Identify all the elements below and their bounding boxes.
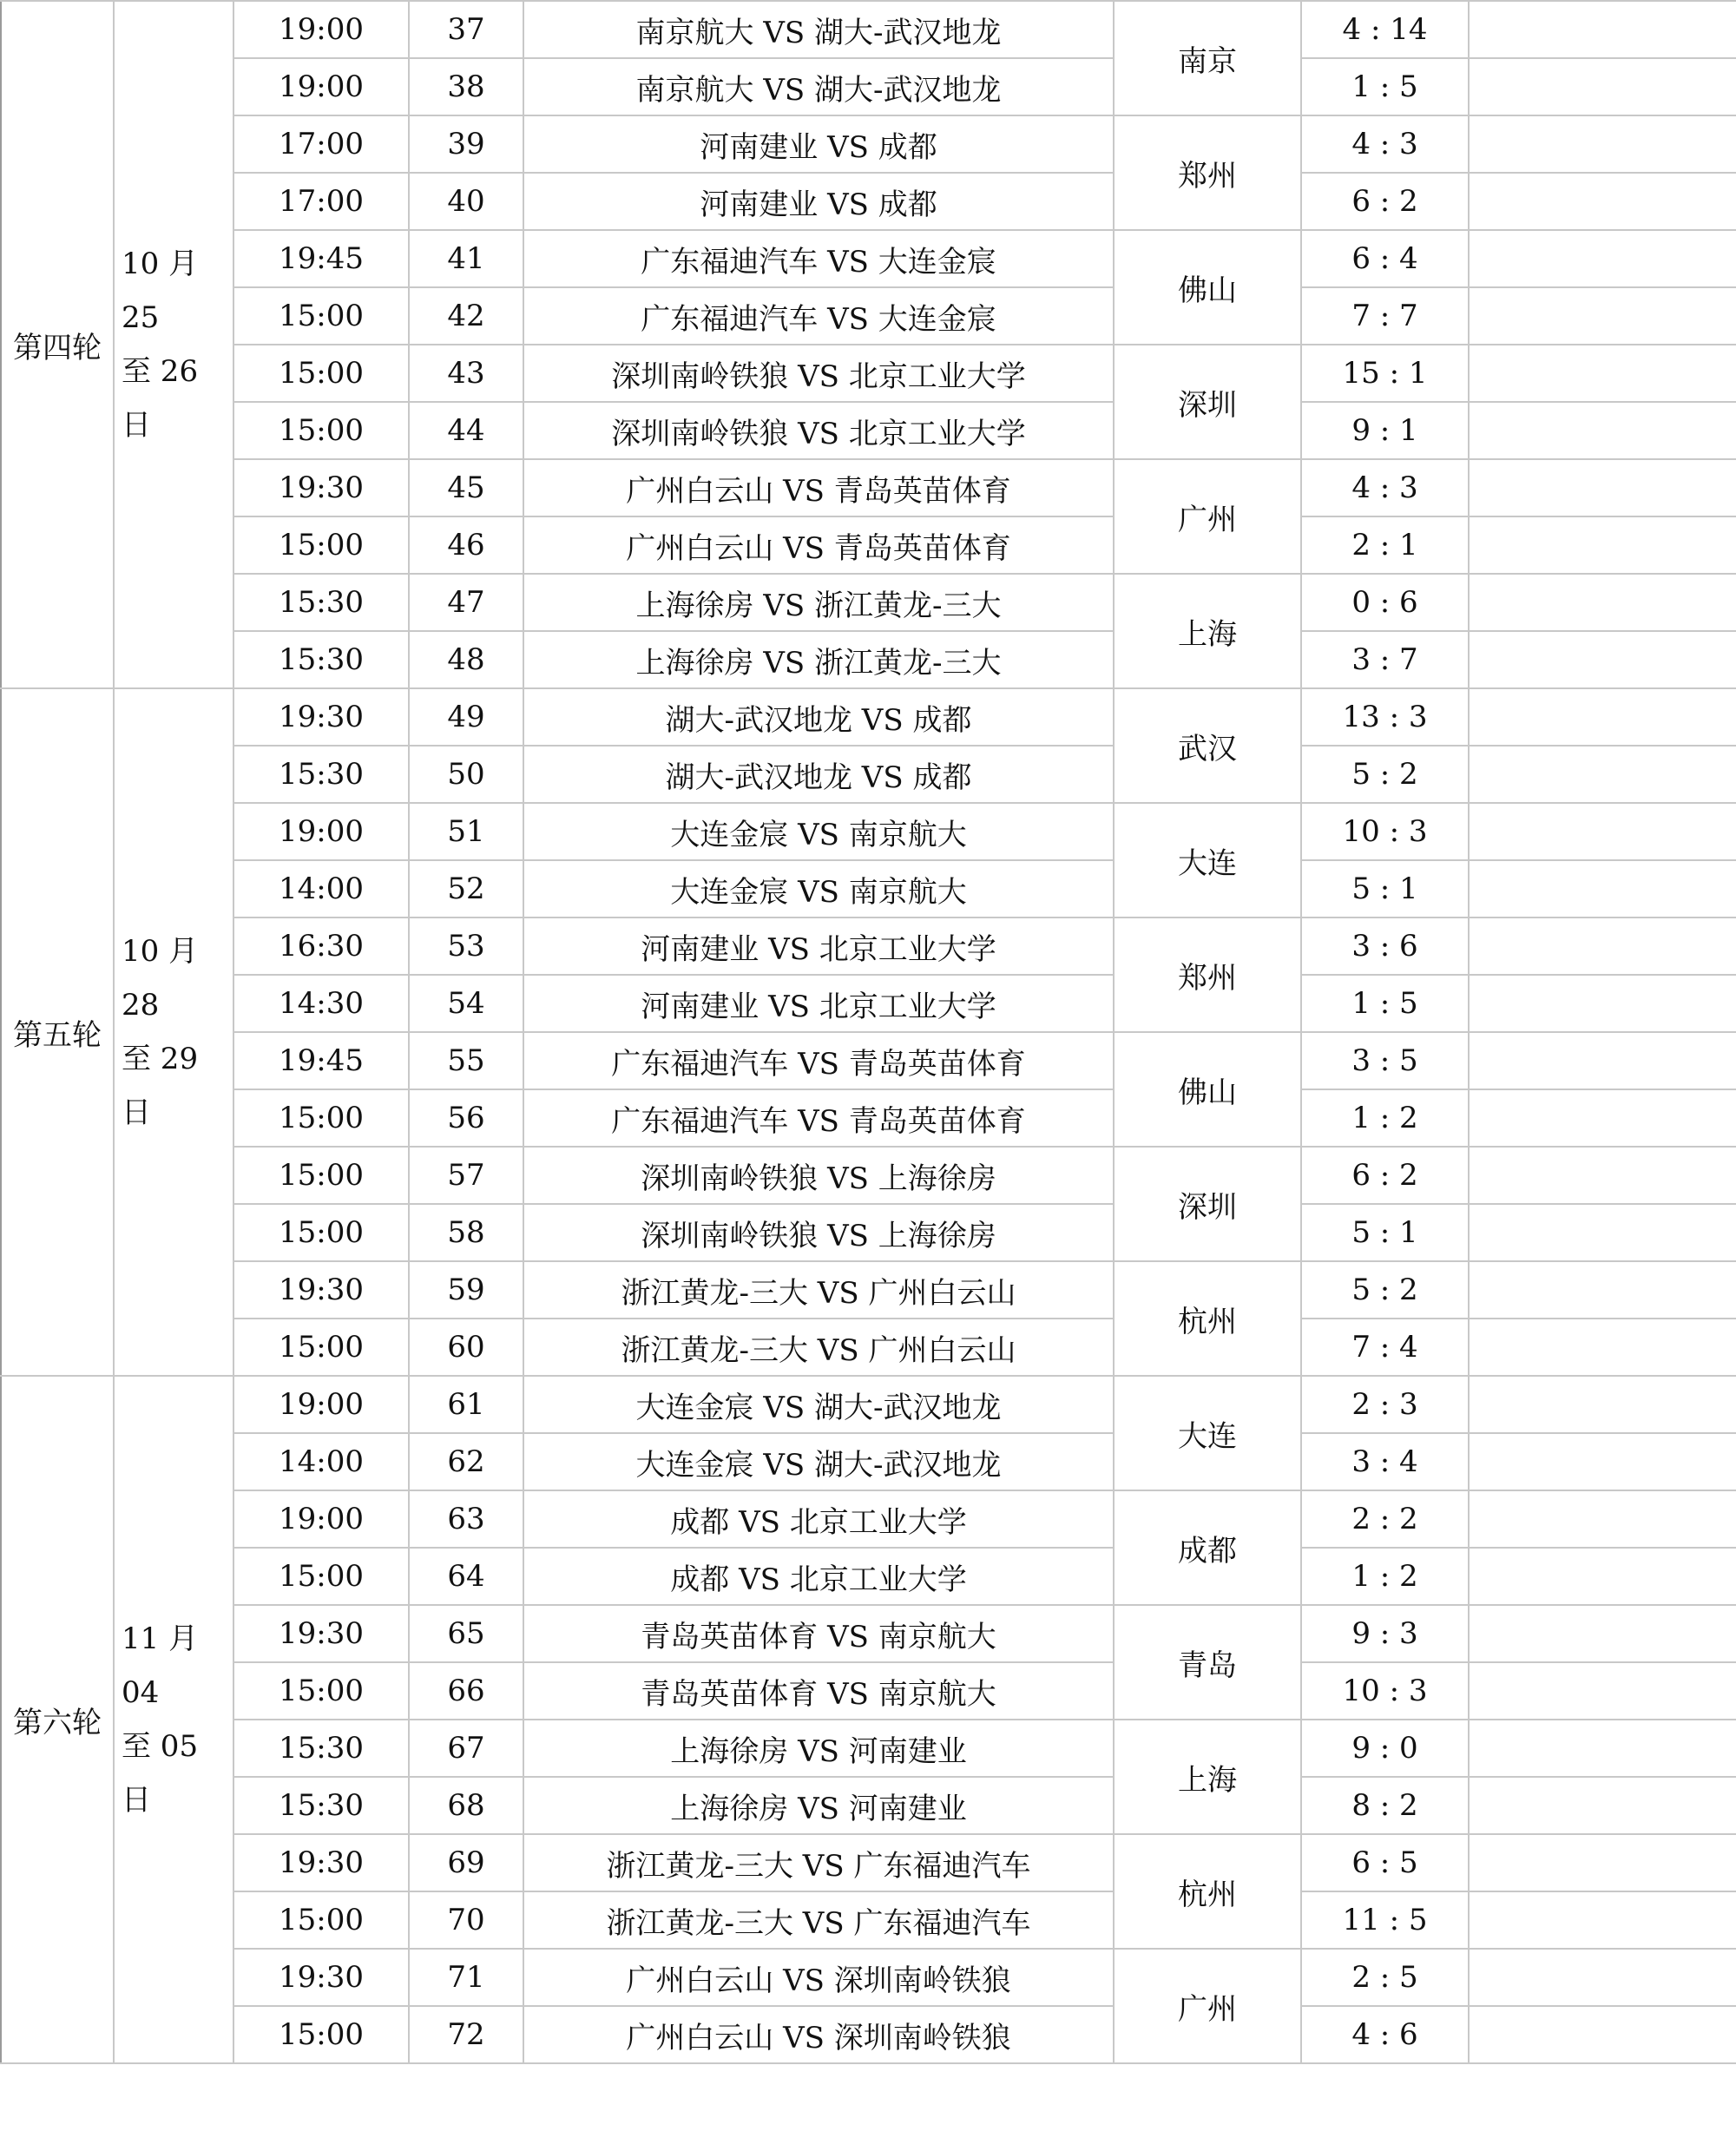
remark-cell <box>1469 1319 1736 1376</box>
match-teams: 青岛英苗体育 VS 南京航大 <box>523 1605 1114 1662</box>
remark-cell <box>1469 1834 1736 1891</box>
round-date-line2: 至 05 日 <box>122 1729 199 1818</box>
remark-cell <box>1469 1949 1736 2006</box>
match-number: 38 <box>409 58 523 115</box>
venue-city: 佛山 <box>1114 1032 1301 1147</box>
match-score: 5 : 2 <box>1301 746 1469 803</box>
match-row <box>1 1949 1736 2006</box>
match-row <box>1 1376 1736 1433</box>
match-time: 19:00 <box>233 58 409 115</box>
match-number: 46 <box>409 516 523 574</box>
match-number: 66 <box>409 1662 523 1720</box>
match-teams: 上海徐房 VS 河南建业 <box>523 1720 1114 1777</box>
match-teams: 河南建业 VS 成都 <box>523 173 1114 230</box>
match-time: 15:30 <box>233 1720 409 1777</box>
match-teams: 广东福迪汽车 VS 大连金宸 <box>523 287 1114 345</box>
match-score: 9 : 3 <box>1301 1605 1469 1662</box>
venue-city: 大连 <box>1114 803 1301 918</box>
remark-cell <box>1469 345 1736 402</box>
venue-city: 杭州 <box>1114 1834 1301 1949</box>
remark-cell <box>1469 1548 1736 1605</box>
remark-cell <box>1469 1662 1736 1720</box>
venue-city: 大连 <box>1114 1376 1301 1490</box>
remark-cell <box>1469 1 1736 58</box>
match-row <box>1 1204 1736 1261</box>
match-time: 15:00 <box>233 1548 409 1605</box>
remark-cell <box>1469 1147 1736 1204</box>
match-teams: 大连金宸 VS 湖大-武汉地龙 <box>523 1376 1114 1433</box>
round-name: 第五轮 <box>1 688 114 1376</box>
match-number: 44 <box>409 402 523 459</box>
venue-city: 武汉 <box>1114 688 1301 803</box>
match-time: 15:00 <box>233 1089 409 1147</box>
match-score: 6 : 4 <box>1301 230 1469 287</box>
match-score: 10 : 3 <box>1301 803 1469 860</box>
round-date-line1: 10 月 25 <box>122 247 199 335</box>
remark-cell <box>1469 1605 1736 1662</box>
match-time: 15:00 <box>233 1204 409 1261</box>
match-time: 17:00 <box>233 115 409 173</box>
match-score: 1 : 5 <box>1301 58 1469 115</box>
match-teams: 大连金宸 VS 南京航大 <box>523 860 1114 918</box>
match-row <box>1 115 1736 173</box>
remark-cell <box>1469 58 1736 115</box>
match-teams: 上海徐房 VS 浙江黄龙-三大 <box>523 574 1114 631</box>
round-date <box>114 1 233 688</box>
match-row <box>1 1 1736 58</box>
match-row <box>1 688 1736 746</box>
venue-city: 广州 <box>1114 459 1301 574</box>
match-score: 2 : 3 <box>1301 1376 1469 1433</box>
match-number: 53 <box>409 918 523 975</box>
remark-cell <box>1469 1089 1736 1147</box>
match-score: 8 : 2 <box>1301 1777 1469 1834</box>
remark-cell <box>1469 516 1736 574</box>
match-number: 68 <box>409 1777 523 1834</box>
match-number: 47 <box>409 574 523 631</box>
match-teams: 浙江黄龙-三大 VS 广州白云山 <box>523 1319 1114 1376</box>
match-row <box>1 1548 1736 1605</box>
venue-city: 杭州 <box>1114 1261 1301 1376</box>
match-row <box>1 1490 1736 1548</box>
match-row <box>1 1605 1736 1662</box>
match-score: 15 : 1 <box>1301 345 1469 402</box>
match-score: 2 : 1 <box>1301 516 1469 574</box>
match-row <box>1 1433 1736 1490</box>
match-row <box>1 746 1736 803</box>
venue-city: 青岛 <box>1114 1605 1301 1720</box>
match-time: 15:30 <box>233 631 409 688</box>
match-score: 7 : 4 <box>1301 1319 1469 1376</box>
match-row <box>1 1891 1736 1949</box>
remark-cell <box>1469 1490 1736 1548</box>
match-score: 3 : 5 <box>1301 1032 1469 1089</box>
match-number: 45 <box>409 459 523 516</box>
match-teams: 上海徐房 VS 浙江黄龙-三大 <box>523 631 1114 688</box>
match-number: 56 <box>409 1089 523 1147</box>
match-number: 52 <box>409 860 523 918</box>
round-date-line2: 至 26 日 <box>122 354 199 443</box>
match-teams: 广东福迪汽车 VS 青岛英苗体育 <box>523 1089 1114 1147</box>
match-number: 43 <box>409 345 523 402</box>
match-number: 49 <box>409 688 523 746</box>
match-time: 19:00 <box>233 1490 409 1548</box>
match-score: 2 : 5 <box>1301 1949 1469 2006</box>
remark-cell <box>1469 574 1736 631</box>
venue-city: 上海 <box>1114 1720 1301 1834</box>
match-row <box>1 58 1736 115</box>
remark-cell <box>1469 918 1736 975</box>
match-score: 5 : 1 <box>1301 860 1469 918</box>
match-number: 54 <box>409 975 523 1032</box>
match-row <box>1 230 1736 287</box>
remark-cell <box>1469 1891 1736 1949</box>
match-number: 69 <box>409 1834 523 1891</box>
match-number: 72 <box>409 2006 523 2063</box>
match-row <box>1 345 1736 402</box>
match-number: 55 <box>409 1032 523 1089</box>
match-row <box>1 1147 1736 1204</box>
match-row <box>1 516 1736 574</box>
remark-cell <box>1469 1433 1736 1490</box>
match-time: 15:00 <box>233 2006 409 2063</box>
match-time: 15:00 <box>233 1891 409 1949</box>
match-score: 6 : 5 <box>1301 1834 1469 1891</box>
match-teams: 广东福迪汽车 VS 青岛英苗体育 <box>523 1032 1114 1089</box>
match-row <box>1 574 1736 631</box>
venue-city: 广州 <box>1114 1949 1301 2063</box>
match-score: 6 : 2 <box>1301 1147 1469 1204</box>
match-row <box>1 1089 1736 1147</box>
remark-cell <box>1469 860 1736 918</box>
match-score: 9 : 0 <box>1301 1720 1469 1777</box>
match-number: 67 <box>409 1720 523 1777</box>
remark-cell <box>1469 975 1736 1032</box>
match-teams: 广州白云山 VS 青岛英苗体育 <box>523 459 1114 516</box>
match-teams: 河南建业 VS 北京工业大学 <box>523 918 1114 975</box>
match-time: 14:00 <box>233 1433 409 1490</box>
match-score: 4 : 14 <box>1301 1 1469 58</box>
match-time: 15:00 <box>233 345 409 402</box>
match-time: 14:30 <box>233 975 409 1032</box>
remark-cell <box>1469 1204 1736 1261</box>
match-number: 39 <box>409 115 523 173</box>
match-row <box>1 1032 1736 1089</box>
remark-cell <box>1469 631 1736 688</box>
match-score: 4 : 3 <box>1301 459 1469 516</box>
round-date-line1: 11 月 04 <box>122 1621 199 1710</box>
remark-cell <box>1469 287 1736 345</box>
match-time: 19:30 <box>233 459 409 516</box>
match-score: 1 : 2 <box>1301 1089 1469 1147</box>
match-row <box>1 173 1736 230</box>
match-time: 19:00 <box>233 803 409 860</box>
match-score: 4 : 6 <box>1301 2006 1469 2063</box>
round-name: 第四轮 <box>1 1 114 688</box>
match-number: 63 <box>409 1490 523 1548</box>
remark-cell <box>1469 115 1736 173</box>
match-teams: 湖大-武汉地龙 VS 成都 <box>523 746 1114 803</box>
match-score: 11 : 5 <box>1301 1891 1469 1949</box>
match-score: 5 : 2 <box>1301 1261 1469 1319</box>
match-row <box>1 287 1736 345</box>
match-time: 15:00 <box>233 516 409 574</box>
match-row <box>1 1720 1736 1777</box>
remark-cell <box>1469 1720 1736 1777</box>
match-teams: 大连金宸 VS 湖大-武汉地龙 <box>523 1433 1114 1490</box>
match-teams: 广州白云山 VS 深圳南岭铁狼 <box>523 2006 1114 2063</box>
match-time: 19:00 <box>233 1 409 58</box>
match-teams: 南京航大 VS 湖大-武汉地龙 <box>523 1 1114 58</box>
round-date-line2: 至 29 日 <box>122 1042 199 1130</box>
match-teams: 青岛英苗体育 VS 南京航大 <box>523 1662 1114 1720</box>
match-score: 1 : 2 <box>1301 1548 1469 1605</box>
remark-cell <box>1469 746 1736 803</box>
match-time: 15:30 <box>233 1777 409 1834</box>
match-row <box>1 1834 1736 1891</box>
match-teams: 广州白云山 VS 青岛英苗体育 <box>523 516 1114 574</box>
match-number: 50 <box>409 746 523 803</box>
match-time: 15:00 <box>233 1147 409 1204</box>
match-teams: 深圳南岭铁狼 VS 上海徐房 <box>523 1147 1114 1204</box>
venue-city: 深圳 <box>1114 345 1301 459</box>
match-row <box>1 631 1736 688</box>
match-row <box>1 1777 1736 1834</box>
match-score: 5 : 1 <box>1301 1204 1469 1261</box>
match-time: 15:30 <box>233 574 409 631</box>
remark-cell <box>1469 459 1736 516</box>
match-teams: 成都 VS 北京工业大学 <box>523 1490 1114 1548</box>
match-teams: 深圳南岭铁狼 VS 北京工业大学 <box>523 345 1114 402</box>
remark-cell <box>1469 173 1736 230</box>
match-time: 19:30 <box>233 1949 409 2006</box>
match-score: 3 : 4 <box>1301 1433 1469 1490</box>
match-row <box>1 1319 1736 1376</box>
remark-cell <box>1469 2006 1736 2063</box>
remark-cell <box>1469 402 1736 459</box>
remark-cell <box>1469 1777 1736 1834</box>
match-time: 19:45 <box>233 230 409 287</box>
venue-city: 南京 <box>1114 1 1301 115</box>
match-teams: 深圳南岭铁狼 VS 上海徐房 <box>523 1204 1114 1261</box>
match-time: 15:00 <box>233 1662 409 1720</box>
match-score: 7 : 7 <box>1301 287 1469 345</box>
match-number: 65 <box>409 1605 523 1662</box>
match-teams: 河南建业 VS 北京工业大学 <box>523 975 1114 1032</box>
venue-city: 深圳 <box>1114 1147 1301 1261</box>
match-teams: 成都 VS 北京工业大学 <box>523 1548 1114 1605</box>
remark-cell <box>1469 1261 1736 1319</box>
match-time: 16:30 <box>233 918 409 975</box>
match-time: 15:30 <box>233 746 409 803</box>
match-row <box>1 1662 1736 1720</box>
match-time: 14:00 <box>233 860 409 918</box>
match-number: 64 <box>409 1548 523 1605</box>
match-number: 51 <box>409 803 523 860</box>
match-number: 58 <box>409 1204 523 1261</box>
match-score: 0 : 6 <box>1301 574 1469 631</box>
match-number: 37 <box>409 1 523 58</box>
round-date <box>114 688 233 1376</box>
match-row <box>1 975 1736 1032</box>
match-score: 6 : 2 <box>1301 173 1469 230</box>
match-teams: 广州白云山 VS 深圳南岭铁狼 <box>523 1949 1114 2006</box>
venue-city: 郑州 <box>1114 115 1301 230</box>
match-number: 42 <box>409 287 523 345</box>
match-teams: 广东福迪汽车 VS 大连金宸 <box>523 230 1114 287</box>
match-teams: 河南建业 VS 成都 <box>523 115 1114 173</box>
match-score: 13 : 3 <box>1301 688 1469 746</box>
match-score: 2 : 2 <box>1301 1490 1469 1548</box>
venue-city: 郑州 <box>1114 918 1301 1032</box>
match-number: 59 <box>409 1261 523 1319</box>
match-teams: 浙江黄龙-三大 VS 广东福迪汽车 <box>523 1834 1114 1891</box>
match-score: 9 : 1 <box>1301 402 1469 459</box>
match-number: 71 <box>409 1949 523 2006</box>
match-row <box>1 2006 1736 2063</box>
match-teams: 深圳南岭铁狼 VS 北京工业大学 <box>523 402 1114 459</box>
match-score: 10 : 3 <box>1301 1662 1469 1720</box>
match-number: 61 <box>409 1376 523 1433</box>
match-time: 19:30 <box>233 688 409 746</box>
match-teams: 浙江黄龙-三大 VS 广州白云山 <box>523 1261 1114 1319</box>
match-row <box>1 803 1736 860</box>
match-number: 48 <box>409 631 523 688</box>
match-number: 57 <box>409 1147 523 1204</box>
match-score: 4 : 3 <box>1301 115 1469 173</box>
match-time: 15:00 <box>233 287 409 345</box>
match-time: 17:00 <box>233 173 409 230</box>
match-number: 40 <box>409 173 523 230</box>
match-time: 15:00 <box>233 1319 409 1376</box>
match-row <box>1 860 1736 918</box>
remark-cell <box>1469 230 1736 287</box>
remark-cell <box>1469 803 1736 860</box>
match-time: 19:30 <box>233 1605 409 1662</box>
match-row <box>1 402 1736 459</box>
match-teams: 大连金宸 VS 南京航大 <box>523 803 1114 860</box>
round-name: 第六轮 <box>1 1376 114 2063</box>
match-time: 19:45 <box>233 1032 409 1089</box>
schedule-body <box>1 1 1736 2063</box>
match-number: 60 <box>409 1319 523 1376</box>
match-score: 1 : 5 <box>1301 975 1469 1032</box>
venue-city: 佛山 <box>1114 230 1301 345</box>
match-time: 19:30 <box>233 1834 409 1891</box>
match-teams: 浙江黄龙-三大 VS 广东福迪汽车 <box>523 1891 1114 1949</box>
match-time: 19:30 <box>233 1261 409 1319</box>
match-teams: 南京航大 VS 湖大-武汉地龙 <box>523 58 1114 115</box>
match-score: 3 : 6 <box>1301 918 1469 975</box>
venue-city: 上海 <box>1114 574 1301 688</box>
match-teams: 上海徐房 VS 河南建业 <box>523 1777 1114 1834</box>
match-number: 41 <box>409 230 523 287</box>
match-number: 62 <box>409 1433 523 1490</box>
venue-city: 成都 <box>1114 1490 1301 1605</box>
remark-cell <box>1469 688 1736 746</box>
round-date <box>114 1376 233 2063</box>
remark-cell <box>1469 1376 1736 1433</box>
match-time: 19:00 <box>233 1376 409 1433</box>
round-date-line1: 10 月 28 <box>122 934 199 1023</box>
match-time: 15:00 <box>233 402 409 459</box>
match-row <box>1 918 1736 975</box>
remark-cell <box>1469 1032 1736 1089</box>
match-number: 70 <box>409 1891 523 1949</box>
match-row <box>1 1261 1736 1319</box>
match-teams: 湖大-武汉地龙 VS 成都 <box>523 688 1114 746</box>
match-row <box>1 459 1736 516</box>
match-score: 3 : 7 <box>1301 631 1469 688</box>
